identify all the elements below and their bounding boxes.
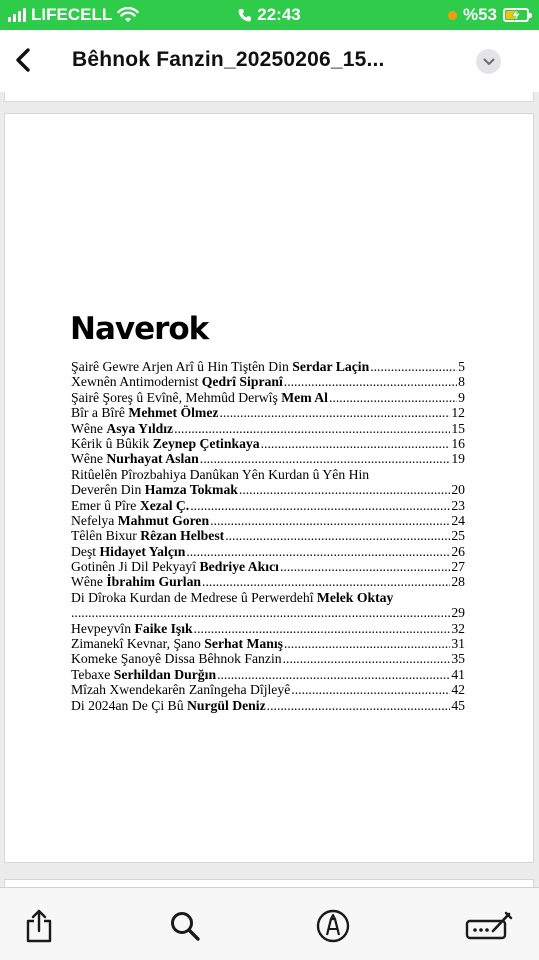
- toc-entry-author: İbrahim Gurlan: [106, 574, 202, 590]
- toc-entry-title: [71, 590, 393, 605]
- toc-entry: [71, 667, 465, 682]
- toc-entry: [71, 544, 465, 559]
- share-icon: [24, 909, 54, 943]
- toc-entry-page: 29: [451, 605, 465, 621]
- toc-leader-dots: [267, 698, 451, 713]
- toc-entry-page: 32: [451, 620, 465, 636]
- toc-entry: [71, 621, 465, 636]
- app-header: [0, 30, 539, 92]
- toc-entry-page: 25: [451, 528, 465, 544]
- toc-leader-dots: [200, 451, 451, 466]
- toc-entry-author: Faike Işık: [134, 620, 193, 636]
- toc-entry: [71, 698, 465, 713]
- toc-entry-page: 27: [451, 559, 465, 575]
- toc-leader-dots: [239, 482, 450, 497]
- toc-leader-dots: [225, 528, 450, 543]
- toc-leader-dots: [210, 513, 450, 528]
- toc-leader-dots: [186, 544, 450, 559]
- document-page: [4, 113, 534, 863]
- toc-entry-page: 19: [451, 451, 465, 467]
- toc-entry: [71, 467, 465, 482]
- toc-leader-dots: [174, 421, 450, 436]
- toc-entry-author: Mahmut Goren: [117, 512, 210, 528]
- toc-entry-text: Wêne: [71, 574, 107, 590]
- toc-entry-page: 35: [451, 651, 465, 667]
- document-viewer[interactable]: [0, 92, 539, 887]
- toc-entry-page: 9: [458, 389, 465, 405]
- toc-leader-dots: [261, 436, 451, 451]
- toc-entry-title: [71, 482, 238, 497]
- toc-entry-author: Nurhayat Aslan: [106, 451, 199, 467]
- toc-entry-title: [71, 405, 218, 420]
- toc-leader-dots: [370, 359, 457, 374]
- toc-entry-page: 5: [458, 359, 465, 374]
- toc-entry-text: Gotinên Ji Dil Pekyayî: [71, 559, 200, 575]
- toc-entry-title: [71, 574, 201, 589]
- toc-entry-text: Tebaxe: [71, 666, 114, 682]
- bottom-toolbar: [0, 887, 539, 960]
- toc-leader-dots: [329, 390, 457, 405]
- signature-button[interactable]: [465, 908, 513, 944]
- toc-entry-text: Xewnên Antimodernist: [71, 374, 202, 390]
- toc-entry-author: Zeynep Çetinkaya: [152, 435, 260, 451]
- toc-entry-text: Mîzah Xwendekarên Zanîngeha Dîjleyê: [71, 682, 291, 698]
- back-button[interactable]: [10, 44, 38, 76]
- toc-leader-dots: [194, 621, 451, 636]
- chevron-left-icon: [10, 44, 38, 76]
- toc-entry-title: [71, 636, 283, 651]
- toc-entry: [71, 682, 465, 697]
- phone-icon: [238, 8, 251, 22]
- toc-entry-title: [71, 682, 290, 697]
- toc-entry-text: Têlên Bixur: [71, 528, 141, 544]
- toc-entry-page: 8: [458, 374, 465, 390]
- signal-icon: [8, 8, 26, 22]
- toc-entry-author: Bedriye Akıcı: [199, 559, 279, 575]
- toc-entry-text: Emer û Pîre: [71, 497, 140, 513]
- toc-entry-title: [71, 421, 173, 436]
- toc-entry-page: 15: [451, 420, 465, 436]
- next-page-edge: [4, 879, 534, 887]
- wifi-icon: [117, 7, 139, 23]
- toc-entry: [71, 421, 465, 436]
- toc-entry-page: 23: [451, 497, 465, 513]
- toc-entry-text: Şairê Gewre Arjen Arî û Hin Tiştên Din: [71, 359, 293, 374]
- toc-entry-text: Di Dîroka Kurdan de Medrese û Perwerdehî: [71, 589, 317, 605]
- toc-entry-text: Hevpeyvîn: [71, 620, 135, 636]
- toc-entry: [71, 498, 465, 513]
- battery-percent: %53: [462, 5, 497, 24]
- toc-leader-dots: [202, 574, 450, 589]
- toc-entry-page: 26: [451, 543, 465, 559]
- toc-entry-text: Deverên Din: [71, 482, 145, 498]
- toc-entry-title: [71, 359, 369, 374]
- toc-entry-author: Xezal Ç.: [139, 497, 190, 513]
- table-of-contents: [71, 359, 465, 713]
- toc-entry-title: [71, 698, 266, 713]
- toc-entry-page: 20: [451, 482, 465, 498]
- toc-entry-author: Serdar Laçin: [292, 359, 370, 374]
- toc-entry: [71, 405, 465, 420]
- toc-entry-text: Di 2024an De Çi Bû: [71, 697, 187, 713]
- toc-entry-title: [71, 513, 209, 528]
- search-button[interactable]: [167, 908, 203, 944]
- toc-entry-author: Rêzan Helbest: [140, 528, 225, 544]
- toc-entry-author: Asya Yıldız: [106, 420, 174, 436]
- toc-entry-title: [71, 451, 199, 466]
- toc-entry-title: [71, 621, 193, 636]
- markup-pen-icon: [316, 909, 350, 943]
- toc-entry-text: Bîr a Bîrê: [71, 405, 129, 421]
- toc-entry-text: Wêne: [71, 451, 107, 467]
- toc-entry: [71, 436, 465, 451]
- toc-entry: [71, 559, 465, 574]
- title-menu-button[interactable]: [476, 49, 501, 74]
- toc-entry: [71, 451, 465, 466]
- toc-entry-author: Hamza Tokmak: [144, 482, 238, 498]
- toc-entry-author: Mehmet Ölmez: [128, 405, 219, 421]
- toc-entry-text: Wêne: [71, 420, 107, 436]
- toc-entry: [71, 605, 465, 620]
- toc-leader-dots: [284, 374, 457, 389]
- toc-entry-text: Deşt: [71, 543, 100, 559]
- toc-leader-dots: [291, 682, 450, 697]
- toc-entry-page: 45: [451, 697, 465, 713]
- toc-entry-author: Serhat Manış: [204, 636, 283, 652]
- toc-entry-title: [71, 467, 369, 482]
- toc-entry-text: Zimanekî Kevnar, Şano: [71, 636, 205, 652]
- toc-entry-author: Qedrî Sipranî: [201, 374, 283, 390]
- toc-entry-page: 41: [451, 666, 465, 682]
- toc-entry-author: Mem Al: [281, 389, 328, 405]
- toc-entry-author: Serhildan Durğın: [113, 666, 217, 682]
- toc-entry: [71, 651, 465, 666]
- toc-entry-title: [71, 436, 260, 451]
- toc-entry: [71, 513, 465, 528]
- signature-icon: [465, 911, 513, 941]
- chevron-down-icon: [483, 58, 495, 66]
- toc-leader-dots: [217, 667, 450, 682]
- toc-leader-dots: [284, 636, 450, 651]
- toc-entry: [71, 359, 465, 374]
- toc-entry-text: Kêrik û Bûkik: [71, 435, 153, 451]
- toc-leader-dots: [280, 559, 450, 574]
- toc-entry-page: 24: [451, 512, 465, 528]
- toc-entry-text: Şairê Şoreş û Evînê, Mehmûd Derwîş: [71, 389, 282, 405]
- markup-button[interactable]: [315, 908, 351, 944]
- toc-leader-dots: [190, 498, 450, 513]
- toc-entry: [71, 482, 465, 497]
- toc-entry: [71, 374, 465, 389]
- toc-entry-page: 16: [451, 435, 465, 451]
- status-left: [8, 5, 139, 25]
- toc-entry-text: Ritûelên Pîrozbahiya Danûkan Yên Kurdan û Yên Hin: [71, 466, 370, 482]
- toc-entry-author: Hidayet Yalçın: [99, 543, 186, 559]
- toc-entry-title: [71, 390, 328, 405]
- toc-entry: [71, 390, 465, 405]
- toc-entry-author: Nurgül Deniz: [186, 697, 266, 713]
- clock-time: 22:43: [257, 5, 301, 24]
- toc-entry-page: 28: [451, 574, 465, 590]
- previous-page-edge: [4, 92, 534, 102]
- status-right: [448, 5, 529, 25]
- toc-heading: Naverok: [70, 311, 209, 347]
- toc-entry: [71, 528, 465, 543]
- carrier-name: LIFECELL: [31, 5, 113, 24]
- toc-leader-dots: [283, 651, 451, 666]
- toc-entry-page: 12: [451, 405, 465, 421]
- toc-entry: [71, 574, 465, 589]
- toc-leader-dots: [219, 405, 450, 420]
- toc-entry: [71, 590, 465, 605]
- toc-entry-page: 31: [451, 636, 465, 652]
- toc-entry: [71, 636, 465, 651]
- toc-entry-title: [71, 528, 224, 543]
- toc-entry-text: Komeke Şanoyê Dissa Bêhnok Fanzin: [71, 651, 282, 667]
- document-title[interactable]: Bêhnok Fanzin_20250206_15...: [72, 48, 385, 71]
- battery-charging-icon: [503, 8, 529, 22]
- toc-entry-text: Nefelya: [71, 512, 118, 528]
- toc-entry-title: [71, 559, 279, 574]
- search-icon: [169, 910, 201, 942]
- status-bar: [0, 0, 539, 30]
- toc-entry-title: [71, 651, 282, 666]
- privacy-indicator-dot: [448, 11, 457, 20]
- toc-entry-page: 42: [451, 682, 465, 698]
- toc-entry-title: [71, 544, 185, 559]
- toc-entry-title: [71, 498, 189, 513]
- toc-entry-title: [71, 374, 283, 389]
- share-button[interactable]: [21, 908, 57, 944]
- toc-entry-title: [71, 667, 216, 682]
- toc-entry-author: Melek Oktay: [316, 589, 394, 605]
- toc-leader-dots: [71, 605, 451, 620]
